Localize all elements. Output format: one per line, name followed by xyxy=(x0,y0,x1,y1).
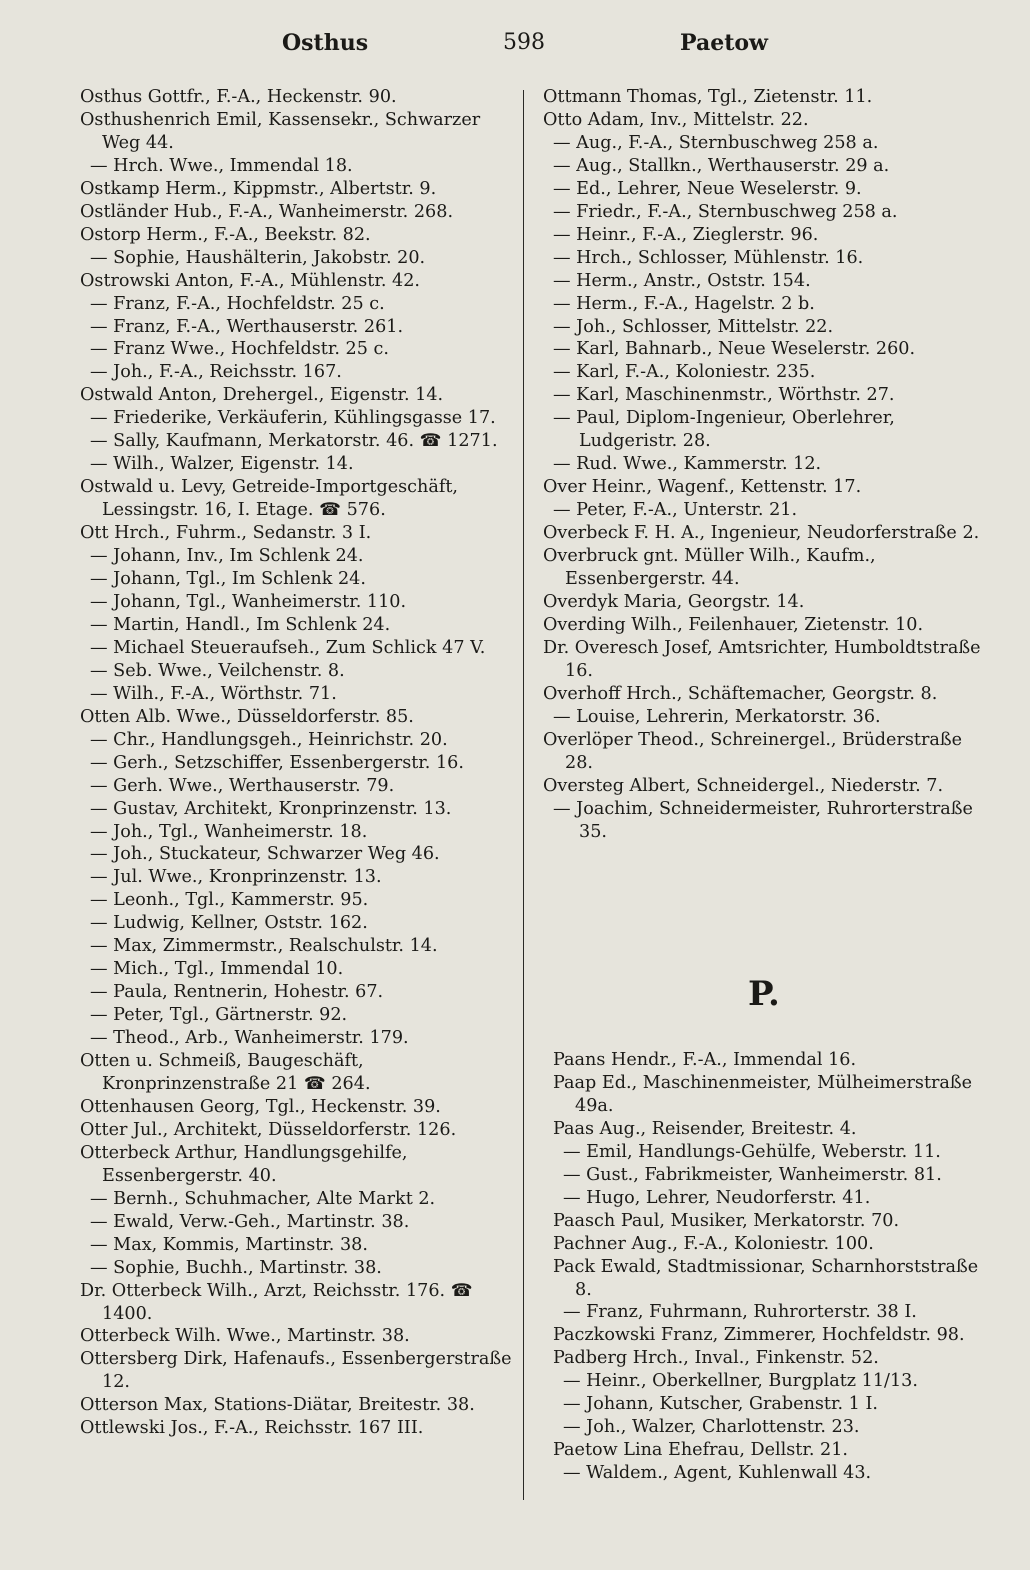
directory-entry: Dr. Overesch Josef, Amtsrichter, Humboldtstraße 16. xyxy=(543,637,981,681)
directory-entry: Pack Ewald, Stadtmissionar, Scharnhorststraße 8. xyxy=(553,1256,979,1300)
directory-entry: — Gust., Fabrikmeister, Wanheimerstr. 81. xyxy=(563,1164,942,1185)
directory-entry: — Rud. Wwe., Kammerstr. 12. xyxy=(553,454,822,475)
directory-entry: Overdyk Maria, Georgstr. 14. xyxy=(543,591,805,612)
directory-entry: Otto Adam, Inv., Mittelstr. 22. xyxy=(543,109,809,130)
directory-entry: — Heinr., Oberkellner, Burgplatz 11/13. xyxy=(563,1371,918,1392)
directory-entry: — Joh., Schlosser, Mittelstr. 22. xyxy=(553,316,834,337)
directory-entry: Paasch Paul, Musiker, Merkatorstr. 70. xyxy=(553,1210,900,1231)
directory-entry: — Aug., F.-A., Sternbuschweg 258 a. xyxy=(553,132,879,153)
directory-entry: — Mich., Tgl., Immendal 10. xyxy=(90,959,344,980)
directory-entry: — Joh., F.-A., Reichsstr. 167. xyxy=(90,362,342,383)
directory-entry: — Seb. Wwe., Veilchenstr. 8. xyxy=(90,660,345,681)
column-divider xyxy=(523,90,524,1500)
directory-entry: — Gerh. Wwe., Werthauserstr. 79. xyxy=(90,775,395,796)
directory-entry: — Johann, Inv., Im Schlenk 24. xyxy=(90,546,364,567)
header-right-keyword: Paetow xyxy=(680,30,768,56)
directory-entry: — Heinr., F.-A., Zieglerstr. 96. xyxy=(553,224,819,245)
directory-entry: — Sally, Kaufmann, Merkatorstr. 46. ☎ 1271. xyxy=(90,431,498,452)
directory-entry: Ostorp Herm., F.-A., Beekstr. 82. xyxy=(80,224,371,245)
directory-entry: Overbruck gnt. Müller Wilh., Kaufm., Essenbergerstr. 44. xyxy=(543,546,876,590)
directory-entry: Otterbeck Wilh. Wwe., Martinstr. 38. xyxy=(80,1326,410,1347)
left-column xyxy=(80,86,520,1440)
directory-entry: — Joachim, Schneidermeister, Ruhrorterstraße 35. xyxy=(553,798,973,842)
directory-entry: Padberg Hrch., Inval., Finkenstr. 52. xyxy=(553,1348,879,1369)
header-left-keyword: Osthus xyxy=(282,30,369,56)
directory-entry: Otterson Max, Stations-Diätar, Breitestr. 38. xyxy=(80,1395,475,1416)
directory-entry: — Peter, Tgl., Gärtnerstr. 92. xyxy=(90,1005,348,1026)
directory-entry: — Joh., Walzer, Charlottenstr. 23. xyxy=(563,1417,860,1438)
directory-entry: — Ludwig, Kellner, Oststr. 162. xyxy=(90,913,368,934)
directory-entry: — Peter, F.-A., Unterstr. 21. xyxy=(553,500,798,521)
directory-entry: Ostwald Anton, Drehergel., Eigenstr. 14. xyxy=(80,385,444,406)
directory-entry: Osthus Gottfr., F.-A., Heckenstr. 90. xyxy=(80,87,397,107)
directory-entry: — Karl, Bahnarb., Neue Weselerstr. 260. xyxy=(553,339,916,360)
directory-entry: Ostkamp Herm., Kippmstr., Albertstr. 9. xyxy=(80,178,437,199)
directory-entry: Otten Alb. Wwe., Düsseldorferstr. 85. xyxy=(80,706,414,727)
directory-entry: Paczkowski Franz, Zimmerer, Hochfeldstr. 98. xyxy=(553,1325,965,1346)
directory-entry: — Leonh., Tgl., Kammerstr. 95. xyxy=(90,890,369,911)
directory-entry: — Aug., Stallkn., Werthauserstr. 29 a. xyxy=(553,155,890,176)
directory-entry: — Sophie, Buchh., Martinstr. 38. xyxy=(90,1257,382,1278)
directory-entry: — Paula, Rentnerin, Hohestr. 67. xyxy=(90,982,384,1003)
directory-entry: Over Heinr., Wagenf., Kettenstr. 17. xyxy=(543,477,862,498)
directory-entry: — Franz, F.-A., Werthauserstr. 261. xyxy=(90,316,404,337)
directory-entry: — Paul, Diplom-Ingenieur, Oberlehrer, Ludgeristr. 28. xyxy=(553,408,895,452)
directory-entry: — Franz, F.-A., Hochfeldstr. 25 c. xyxy=(90,293,385,314)
directory-entry: — Max, Kommis, Martinstr. 38. xyxy=(90,1234,368,1255)
directory-entry: — Gustav, Architekt, Kronprinzenstr. 13. xyxy=(90,798,452,819)
directory-entry: — Karl, F.-A., Koloniestr. 235. xyxy=(553,362,816,383)
directory-entry: — Franz, Fuhrmann, Ruhrorterstr. 38 I. xyxy=(563,1302,917,1323)
directory-entry: — Hrch. Wwe., Immendal 18. xyxy=(90,155,353,176)
directory-entry: Ottenhausen Georg, Tgl., Heckenstr. 39. xyxy=(80,1096,441,1117)
page-number: 598 xyxy=(503,30,545,55)
directory-entry: Ostrowski Anton, F.-A., Mühlenstr. 42. xyxy=(80,270,420,291)
page-header xyxy=(0,30,1030,66)
directory-entry: — Johann, Kutscher, Grabenstr. 1 I. xyxy=(563,1394,878,1415)
directory-entry: Ott Hrch., Fuhrm., Sedanstr. 3 I. xyxy=(80,523,372,544)
directory-entry: — Chr., Handlungsgeh., Heinrichstr. 20. xyxy=(90,729,448,750)
directory-entry: — Joh., Stuckateur, Schwarzer Weg 46. xyxy=(90,844,440,865)
directory-entry: — Hrch., Schlosser, Mühlenstr. 16. xyxy=(553,247,864,268)
directory-entry: — Hugo, Lehrer, Neudorferstr. 41. xyxy=(563,1187,871,1208)
right-column-bottom xyxy=(553,1049,985,1485)
directory-entry: Paans Hendr., F.-A., Immendal 16. xyxy=(553,1050,857,1070)
directory-entry: Overding Wilh., Feilenhauer, Zietenstr. 10. xyxy=(543,614,924,635)
directory-entry: — Emil, Handlungs-Gehülfe, Weberstr. 11. xyxy=(563,1141,941,1162)
directory-entry: — Ewald, Verw.-Geh., Martinstr. 38. xyxy=(90,1211,410,1232)
directory-entry: Oversteg Albert, Schneidergel., Niederstr. 7. xyxy=(543,775,944,796)
section-letter: P. xyxy=(748,974,780,1014)
directory-entry: Ottlewski Jos., F.-A., Reichsstr. 167 III. xyxy=(80,1418,424,1439)
directory-entry: — Franz Wwe., Hochfeldstr. 25 c. xyxy=(90,339,389,360)
directory-entry: — Michael Steueraufseh., Zum Schlick 47 V. xyxy=(90,637,486,658)
directory-entry: — Ed., Lehrer, Neue Weselerstr. 9. xyxy=(553,178,862,199)
directory-entry: Paas Aug., Reisender, Breitestr. 4. xyxy=(553,1118,857,1139)
directory-entry: Overlöper Theod., Schreinergel., Brüderstraße 28. xyxy=(543,729,963,773)
directory-entry: — Wilh., F.-A., Wörthstr. 71. xyxy=(90,683,337,704)
directory-entry: — Gerh., Setzschiffer, Essenbergerstr. 16. xyxy=(90,752,464,773)
directory-entry: Overhoff Hrch., Schäftemacher, Georgstr. 8. xyxy=(543,683,938,704)
directory-entry: Dr. Otterbeck Wilh., Arzt, Reichsstr. 176. ☎ 1400. xyxy=(80,1280,473,1324)
directory-entry: — Sophie, Haushälterin, Jakobstr. 20. xyxy=(90,247,426,268)
directory-entry: — Martin, Handl., Im Schlenk 24. xyxy=(90,614,391,635)
directory-entry: — Johann, Tgl., Im Schlenk 24. xyxy=(90,569,366,590)
directory-entry: — Friederike, Verkäuferin, Kühlingsgasse 17. xyxy=(90,408,496,429)
directory-entry: Ottmann Thomas, Tgl., Zietenstr. 11. xyxy=(543,87,873,107)
directory-entry: — Karl, Maschinenmstr., Wörthstr. 27. xyxy=(553,385,895,406)
directory-entry: Ottersberg Dirk, Hafenaufs., Essenbergerstraße 12. xyxy=(80,1349,512,1393)
directory-entry: Ostländer Hub., F.-A., Wanheimerstr. 268. xyxy=(80,201,454,222)
directory-entry: — Herm., Anstr., Oststr. 154. xyxy=(553,270,811,291)
directory-entry: — Max, Zimmermstr., Realschulstr. 14. xyxy=(90,936,438,957)
directory-entry: — Theod., Arb., Wanheimerstr. 179. xyxy=(90,1028,409,1049)
directory-entry: — Friedr., F.-A., Sternbuschweg 258 a. xyxy=(553,201,898,222)
directory-entry: — Joh., Tgl., Wanheimerstr. 18. xyxy=(90,821,368,842)
directory-entry: — Waldem., Agent, Kuhlenwall 43. xyxy=(563,1463,872,1484)
directory-entry: — Jul. Wwe., Kronprinzenstr. 13. xyxy=(90,867,382,888)
directory-entry: — Louise, Lehrerin, Merkatorstr. 36. xyxy=(553,706,881,727)
directory-entry: Overbeck F. H. A., Ingenieur, Neudorferstraße 2. xyxy=(543,523,980,544)
directory-entry: Otterbeck Arthur, Handlungsgehilfe, Essenbergerstr. 40. xyxy=(80,1142,408,1186)
directory-entry: Otten u. Schmeiß, Baugeschäft, Kronprinzenstraße 21 ☎ 264. xyxy=(80,1051,371,1094)
directory-entry: Pachner Aug., F.-A., Koloniestr. 100. xyxy=(553,1233,874,1254)
directory-entry: — Wilh., Walzer, Eigenstr. 14. xyxy=(90,454,354,475)
right-column-top xyxy=(543,86,983,843)
directory-entry: — Herm., F.-A., Hagelstr. 2 b. xyxy=(553,293,815,314)
directory-entry: Ostwald u. Levy, Getreide-Importgeschäft, Lessingstr. 16, I. Etage. ☎ 576. xyxy=(80,477,459,521)
directory-entry: Osthushenrich Emil, Kassensekr., Schwarzer Weg 44. xyxy=(80,109,481,153)
directory-entry: Paap Ed., Maschinenmeister, Mülheimerstraße 49a. xyxy=(553,1072,973,1116)
directory-entry: Otter Jul., Architekt, Düsseldorferstr. 126. xyxy=(80,1119,457,1140)
directory-entry: — Johann, Tgl., Wanheimerstr. 110. xyxy=(90,591,407,612)
directory-entry: — Bernh., Schuhmacher, Alte Markt 2. xyxy=(90,1188,436,1209)
directory-entry: Paetow Lina Ehefrau, Dellstr. 21. xyxy=(553,1440,849,1461)
